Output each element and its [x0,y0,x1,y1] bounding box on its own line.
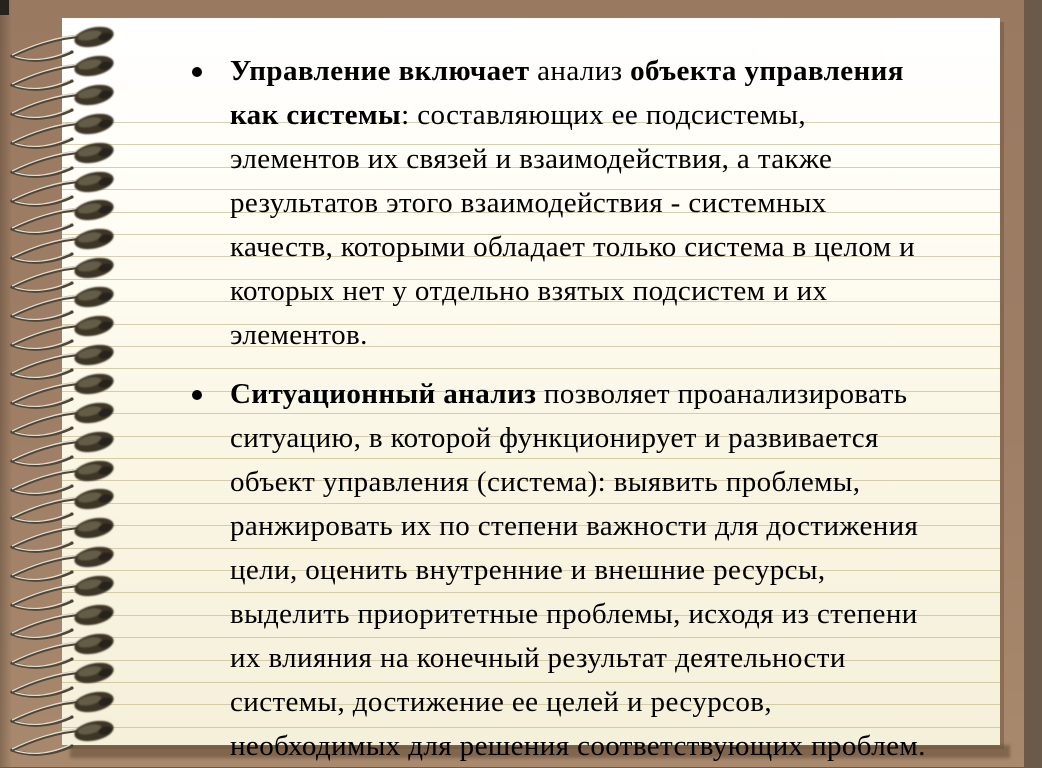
text-segment: объекта управления [630,55,904,87]
text-segment: анализ [529,55,631,87]
text-line [230,680,1042,724]
text-line [230,93,1042,137]
bullet-item [230,49,1042,357]
text-segment: которых нет у отдельно взятых подсистем и их [230,275,828,307]
text-line [230,724,1042,768]
text-line [230,460,1042,504]
slide-content [230,49,1042,768]
text-segment: элементов. [230,319,368,351]
text-segment: ранжировать их по степени важности для достижения [230,510,919,542]
text-segment: позволяет проанализировать [536,378,908,410]
text-segment: их влияния на конечный результат деятельности [230,642,846,674]
text-segment: : составляющих ее подсистемы, [401,99,807,131]
text-segment: качеств, которыми обладает только система в целом и [230,231,916,263]
text-segment: элементов их связей и взаимодействия, а также [230,143,833,175]
text-line [230,269,1042,313]
text-segment: системы, достижение ее целей и ресурсов, [230,686,773,718]
notebook-paper [62,18,1000,762]
bullet-item [230,372,1042,768]
bullet-icon [192,390,202,400]
text-line [230,416,1042,460]
text-line [230,137,1042,181]
text-line [230,49,1042,93]
text-segment: Ситуационный анализ [230,378,537,410]
text-line [230,636,1042,680]
spiral-binding-icon [0,717,126,768]
text-line [230,372,1042,416]
text-segment: необходимых для решения соответствующих проблем. [230,730,926,762]
text-segment: результатов этого взаимодействия - системных [230,187,827,219]
text-line [230,313,1042,357]
text-line [230,225,1042,269]
text-segment: ситуацию, в которой функционирует и развивается [230,422,879,454]
text-line [230,504,1042,548]
text-segment: выделить приоритетные проблемы, исходя из степени [230,598,918,630]
bullet-icon [192,67,202,77]
spiral-binding [0,0,130,767]
text-segment: цели, оценить внутренние и внешние ресурсы, [230,554,826,586]
text-line [230,592,1042,636]
text-segment: как системы [230,99,402,131]
text-segment: Управление включает [230,55,530,87]
text-segment: объект управления (система): выявить проблемы, [230,466,861,498]
text-line [230,548,1042,592]
text-line [230,181,1042,225]
